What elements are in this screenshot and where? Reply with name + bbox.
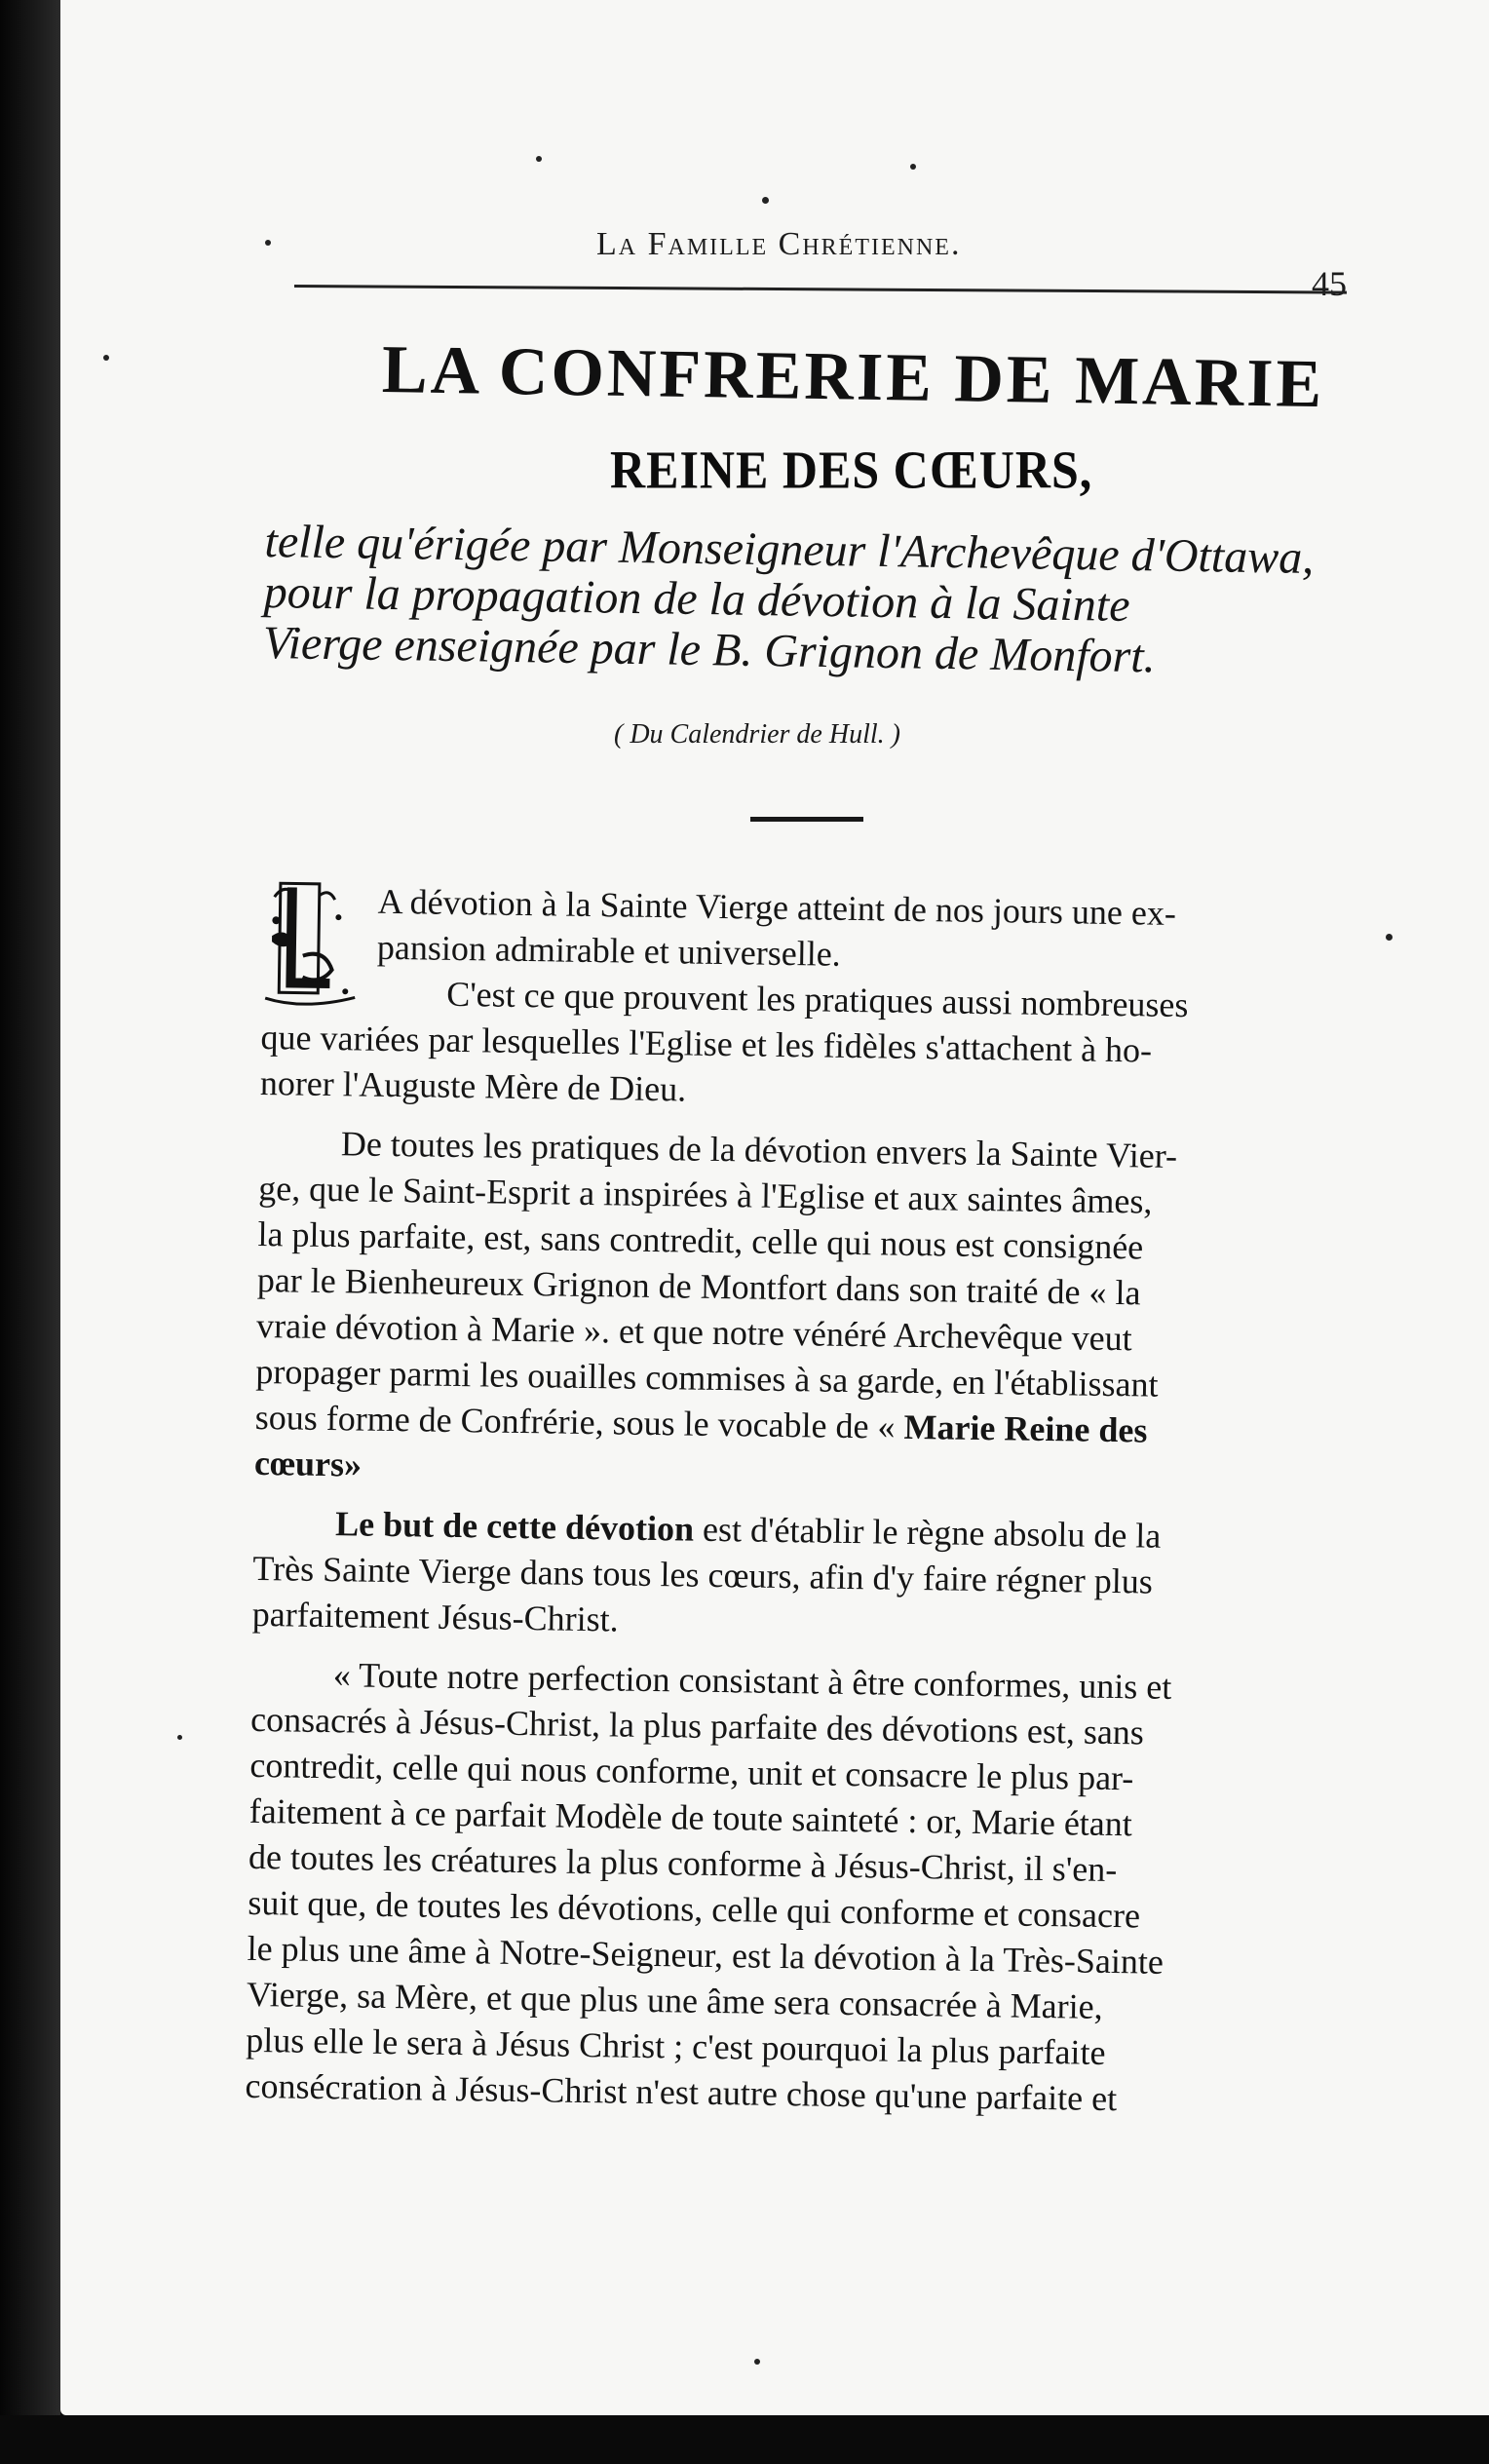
text-line: Vierge, sa Mère, et que plus une âme sera consacrée à Marie,: [246, 1974, 1103, 2026]
text-line: C'est ce que prouvent les pratiques aussi nombreuses: [445, 974, 1189, 1025]
text-line: propager parmi les ouailles commises à sa garde, en l'établissant: [255, 1351, 1159, 1405]
emphasis-text: Marie Reine des: [903, 1406, 1148, 1450]
section-divider: [750, 817, 863, 822]
text-line: consécration à Jésus-Christ n'est autre chose qu'une parfaite et: [245, 2065, 1118, 2119]
scan-speck: [1386, 934, 1393, 941]
paragraph-2: [254, 1120, 1351, 1503]
text-line: la plus parfaite, est, sans contredit, celle qui nous est consignée: [257, 1213, 1144, 1267]
book-page: [60, 0, 1489, 2415]
text-line: que variées par lesquelles l'Eglise et les fidèles s'attachent à ho-: [260, 1017, 1153, 1070]
intro-line: Vierge enseignée par le B. Grignon de Monfort.: [262, 616, 1157, 683]
intro-italic-block: [263, 517, 1376, 686]
intro-line: pour la propagation de la dévotion à la Sainte: [263, 565, 1130, 632]
text-line: suit que, de toutes les dévotions, celle qui conforme et consacre: [248, 1882, 1141, 1936]
article-title: LA CONFRERIE DE MARIE: [381, 332, 1325, 423]
text-line: plus elle le sera à Jésus Christ ; c'est pourquoi la plus parfaite: [246, 2020, 1106, 2072]
emphasis-text: cœurs»: [253, 1443, 363, 1484]
scan-speck: [536, 156, 542, 162]
scan-speck: [103, 355, 109, 361]
text-line: consacrés à Jésus-Christ, la plus parfaite des dévotions est, sans: [249, 1699, 1145, 1752]
header-rule: [294, 285, 1347, 294]
text-line: contredit, celle qui nous conforme, unit et consacre le plus par-: [249, 1745, 1134, 1798]
text-line: A dévotion à la Sainte Vierge atteint de nos jours une ex-: [377, 881, 1177, 933]
text-line: Très Sainte Vierge dans tous les cœurs, afin d'y faire régner plus: [252, 1548, 1154, 1601]
text-line: parfaitement Jésus-Christ.: [251, 1594, 619, 1639]
source-citation: ( Du Calendrier de Hull. ): [614, 719, 900, 750]
text-line: par le Bienheureux Grignon de Montfort dans son traité de « la: [256, 1259, 1141, 1313]
text-line: vraie dévotion à Marie ». et que notre vénéré Archevêque veut: [255, 1305, 1132, 1359]
scan-left-border: [0, 0, 60, 2464]
text-line: norer l'Auguste Mère de Dieu.: [259, 1062, 687, 1109]
article-body: [245, 877, 1355, 2138]
text-line: le plus une âme à Notre-Seigneur, est la dévotion à la Très-Sainte: [247, 1928, 1164, 1982]
text-line: pansion admirable et universelle.: [376, 927, 842, 974]
article-subtitle: REINE DES CŒURS,: [610, 440, 1093, 500]
text-line: De toutes les pratiques de la dévotion envers la Sainte Vier-: [340, 1124, 1178, 1175]
scan-speck: [762, 197, 769, 204]
text-line: « Toute notre perfection consistant à être conformes, unis et: [332, 1655, 1172, 1707]
text-line: faitement à ce parfait Modèle de toute sainteté : or, Marie étant: [248, 1790, 1133, 1844]
page-number: 45: [1312, 264, 1347, 303]
text-segment: est d'établir le règne absolu de la: [693, 1509, 1162, 1556]
dropcap-ornament-icon: [261, 877, 364, 1012]
paragraph-3: [251, 1500, 1345, 1654]
scan-speck: [265, 240, 271, 246]
text-segment: sous forme de Confrérie, sous le vocable de «: [254, 1397, 904, 1446]
scan-speck: [754, 2359, 760, 2365]
scan-speck: [177, 1735, 182, 1740]
running-head: La Famille Chrétienne.: [596, 226, 962, 262]
paragraph-1: [260, 877, 1355, 1123]
intro-line: telle qu'érigée par Monseigneur l'Archevêque d'Ottawa,: [264, 516, 1315, 584]
scan-bottom-border: [0, 2415, 1489, 2464]
scan-speck: [910, 164, 916, 170]
emphasis-text: Le but de cette dévotion: [334, 1504, 695, 1549]
paragraph-4-quotation: [245, 1651, 1343, 2126]
text-line: de toutes les créatures la plus conforme à Jésus-Christ, il s'en-: [248, 1836, 1118, 1890]
text-line: ge, que le Saint-Esprit a inspirées à l'Eglise et aux saintes âmes,: [257, 1168, 1153, 1221]
ornamental-dropcap: [261, 877, 364, 1012]
